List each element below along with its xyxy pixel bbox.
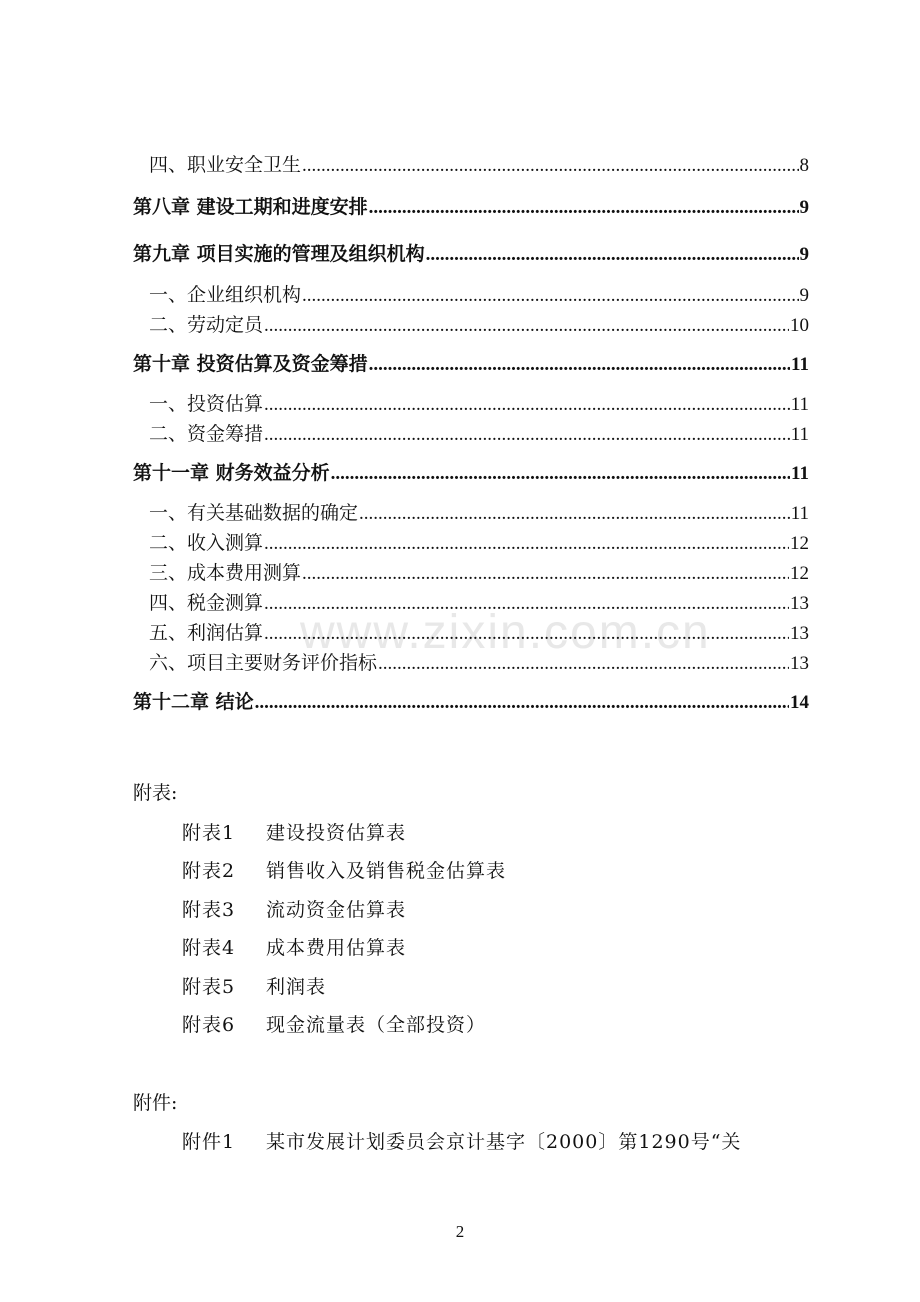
toc-leader [302,286,798,305]
toc-leader [264,316,789,335]
appendix-table-item [182,824,406,843]
toc-leader [264,395,790,414]
toc-entry-title: 第八章 建设工期和进度安排 [133,196,368,218]
toc-entry-page: 8 [799,155,809,176]
toc-entry [133,594,809,613]
toc-entry [133,654,809,673]
toc-leader [369,198,799,217]
page-number: 2 [455,1222,465,1241]
toc-entry [133,504,809,523]
appendix-table-item [182,862,506,881]
appendix-table-item [182,939,406,958]
toc-entry-page: 9 [799,244,809,265]
toc-entry-page: 9 [799,285,809,306]
toc-entry-title: 四、税金测算 [149,592,264,614]
toc-leader [331,464,790,483]
toc-entry [133,198,809,217]
toc-entry [133,355,809,374]
toc-entry [133,245,809,264]
toc-leader [302,156,798,175]
appendix-table-label: 附表5 [182,976,236,998]
toc-entry-page: 13 [790,623,809,644]
toc-entry-title: 四、职业安全卫生 [149,154,302,176]
toc-entry-title: 二、资金筹措 [149,423,264,445]
appendix-table-label: 附表3 [182,899,236,921]
toc-entry-page: 11 [790,503,809,524]
toc-entry-title: 六、项目主要财务评价指标 [149,652,378,674]
toc-entry-title: 二、劳动定员 [149,314,264,336]
appendix-table-item [182,1016,486,1035]
toc-entry [133,316,809,335]
appendix-table-label: 附表1 [182,822,236,844]
appendix-table-title: 利润表 [266,976,327,998]
toc-leader [264,594,789,613]
toc-entry [133,693,809,712]
toc-leader [378,654,789,673]
watermark: www.zixin.com.cn [300,606,711,659]
toc-entry-page: 12 [790,533,809,554]
toc-entry-title: 第十章 投资估算及资金筹措 [133,353,368,375]
toc-entry [133,425,809,444]
appendix-table-label: 附表6 [182,1014,236,1036]
toc-entry-page: 13 [790,653,809,674]
toc-entry-title: 第十二章 结论 [133,691,254,713]
toc-leader [369,355,790,374]
toc-entry-title: 五、利润估算 [149,622,264,644]
toc-entry-page: 13 [790,593,809,614]
toc-entry-page: 11 [790,394,809,415]
appendix-tables-heading: 附表: [133,782,178,804]
toc-entry-page: 11 [790,424,809,445]
toc-entry-page: 9 [799,197,809,218]
appendix-table-title: 成本费用估算表 [266,937,407,959]
toc-entry [133,156,809,175]
toc-entry-title: 一、企业组织机构 [149,284,302,306]
toc-leader [264,534,789,553]
attachments-heading: 附件: [133,1092,178,1114]
toc-entry-title: 三、成本费用测算 [149,562,302,584]
toc-entry [133,534,809,553]
attachment-label: 附件1 [182,1131,236,1153]
toc-entry [133,624,809,643]
toc-leader [264,624,789,643]
toc-leader [264,425,790,444]
appendix-table-label: 附表2 [182,860,236,882]
toc-entry [133,395,809,414]
toc-leader [359,504,790,523]
toc-leader [426,245,799,264]
attachment-item [182,1133,741,1152]
toc-leader [302,564,789,583]
appendix-table-title: 销售收入及销售税金估算表 [266,860,507,882]
toc-entry-page: 11 [791,354,809,375]
toc-entry [133,464,809,483]
toc-entry [133,564,809,583]
attachment-title: 某市发展计划委员会京计基字〔2000〕第1290号“关 [266,1131,742,1153]
toc-entry-title: 第九章 项目实施的管理及组织机构 [133,243,425,265]
appendix-table-item [182,901,406,920]
appendix-table-label: 附表4 [182,937,236,959]
toc-entry-page: 12 [790,563,809,584]
appendix-table-item [182,978,326,997]
appendix-table-title: 现金流量表（全部投资） [266,1014,487,1036]
toc-entry-page: 10 [790,315,809,336]
toc-entry-title: 二、收入测算 [149,532,264,554]
toc-leader [255,693,789,712]
toc-entry-page: 14 [790,692,809,713]
appendix-table-title: 建设投资估算表 [266,822,407,844]
toc-entry [133,286,809,305]
toc-entry-title: 一、有关基础数据的确定 [149,502,359,524]
appendix-table-title: 流动资金估算表 [266,899,407,921]
toc-entry-title: 一、投资估算 [149,393,264,415]
toc-entry-title: 第十一章 财务效益分析 [133,462,330,484]
toc-entry-page: 11 [791,463,809,484]
